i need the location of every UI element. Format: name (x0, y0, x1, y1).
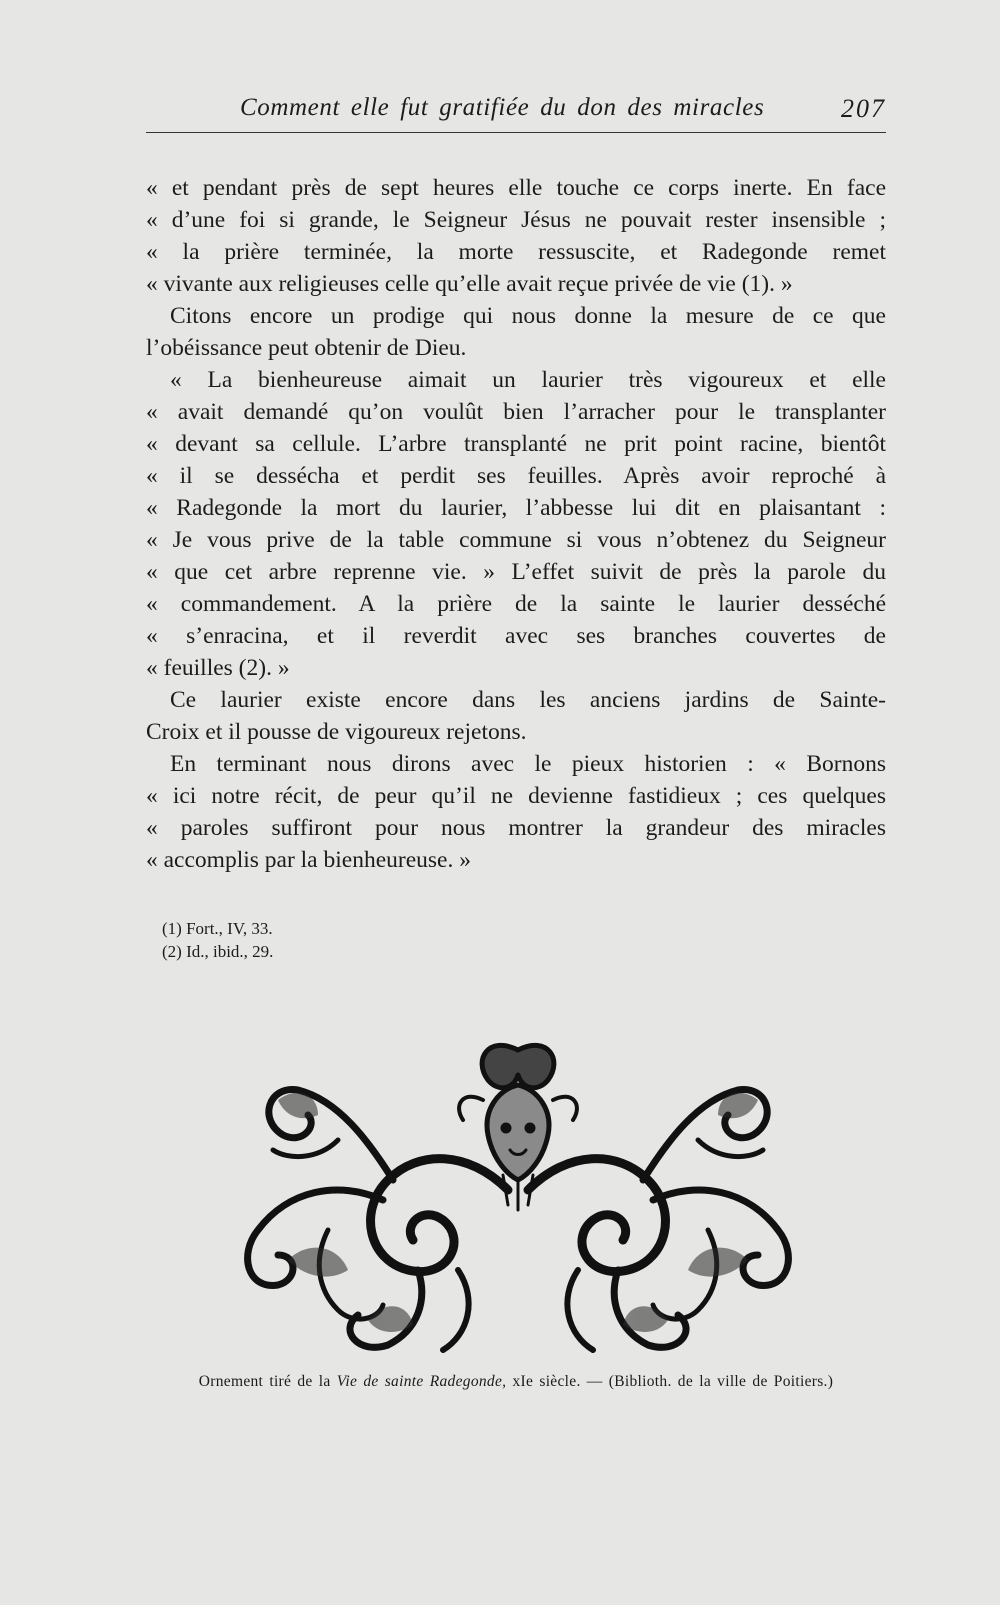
footnote: (2) Id., ibid., 29. (162, 942, 274, 961)
caption-italic-title: Vie de sainte Radegonde, (336, 1373, 507, 1390)
text-line: « il se dessécha et perdit ses feuilles. Après avoir reproché à (146, 463, 886, 489)
text-line: « La bienheureuse aimait un laurier très vigoureux et elle (170, 367, 886, 393)
text-line: « Radegonde la mort du laurier, l’abbesse lui dit en plaisantant : (146, 495, 886, 521)
text-line: « feuilles (2). » (146, 655, 290, 681)
ornament-illustration-icon (218, 1030, 818, 1360)
text-line: l’obéissance peut obtenir de Dieu. (146, 335, 467, 361)
text-line: « avait demandé qu’on voulût bien l’arracher pour le transplanter (146, 399, 886, 425)
text-line: « s’enracina, et il reverdit avec ses branches couvertes de (146, 623, 886, 649)
footnotes (162, 917, 562, 963)
text-line: « commandement. A la prière de la sainte le laurier desséché (146, 591, 886, 617)
text-line: « la prière terminée, la morte ressuscite, et Radegonde remet (146, 239, 886, 265)
caption-prefix: Ornement tiré de la (198, 1373, 337, 1390)
text-line: « d’une foi si grande, le Seigneur Jésus ne pouvait rester insensible ; (146, 207, 886, 233)
text-line: « accomplis par la bienheureuse. » (146, 847, 471, 873)
text-line: « ici notre récit, de peur qu’il ne devienne fastidieux ; ces quelques (146, 783, 886, 809)
text-line: « et pendant près de sept heures elle touche ce corps inerte. En face (146, 175, 886, 201)
text-line: « que cet arbre reprenne vie. » L’effet suivit de près la parole du (146, 559, 886, 585)
text-line: Croix et il pousse de vigoureux rejetons. (146, 719, 527, 745)
text-line: En terminant nous dirons avec le pieux historien : « Bornons (170, 751, 886, 777)
footnote: (1) Fort., IV, 33. (162, 919, 273, 938)
running-title: Comment elle fut gratifiée du don des miracles (240, 94, 765, 121)
body-text (146, 172, 886, 876)
text-line: Ce laurier existe encore dans les anciens jardins de Sainte- (170, 687, 886, 713)
caption-suffix: xIe siècle. — (Biblioth. de la ville de Poitiers.) (506, 1373, 834, 1390)
text-line: « devant sa cellule. L’arbre transplanté ne prit point racine, bientôt (146, 431, 886, 457)
page-number: 207 (841, 94, 886, 123)
text-line: « vivante aux religieuses celle qu’elle avait reçue privée de vie (1). » (146, 271, 793, 297)
text-line: « Je vous prive de la table commune si vous n’obtenez du Seigneur (146, 527, 886, 553)
running-head (146, 92, 886, 133)
text-line: « paroles suffiront pour nous montrer la grandeur des miracles (146, 815, 886, 841)
figure-caption (146, 1373, 886, 1391)
text-line: Citons encore un prodige qui nous donne la mesure de ce que (170, 303, 886, 329)
